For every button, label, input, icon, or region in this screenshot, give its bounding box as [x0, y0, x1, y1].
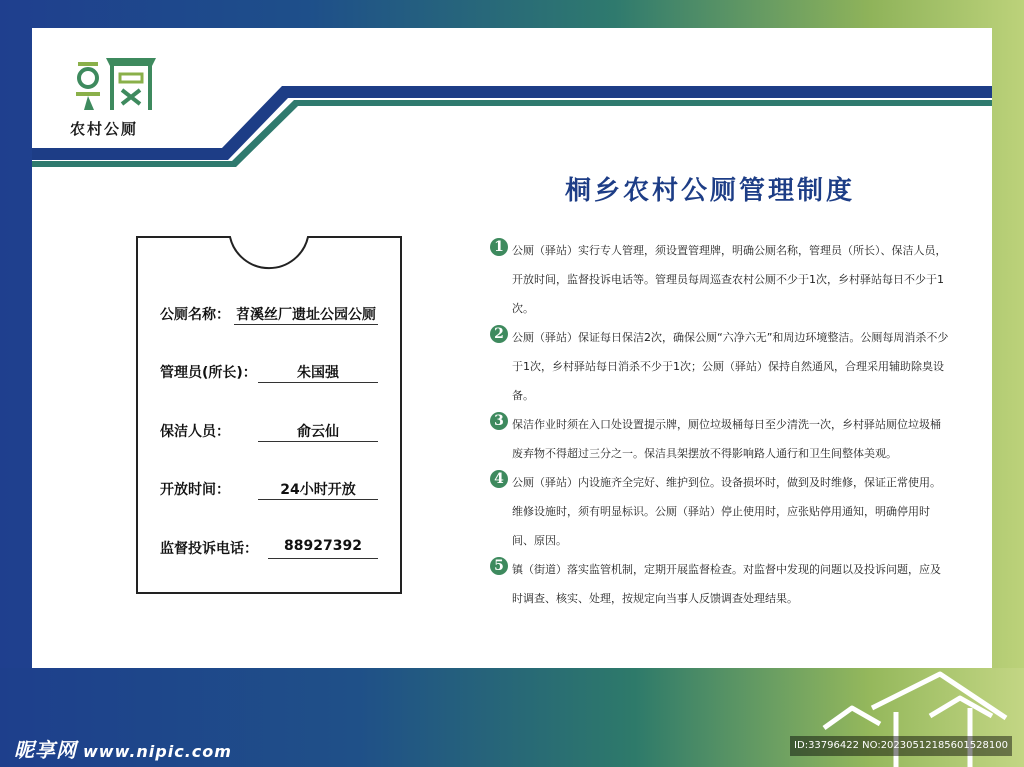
rule-item	[490, 555, 950, 613]
page-title: 桐乡农村公厕管理制度	[564, 176, 855, 206]
number-badge: 4	[490, 470, 508, 488]
rule-text: 保洁作业时须在入口处设置提示牌，厕位垃圾桶每日至少清洗一次，乡村驿站厕位垃圾桶废弃物不得超过三分之一。保洁具架摆放不得影响路人通行和卫生间整体美观。	[512, 418, 941, 460]
watermark-brand	[14, 734, 232, 763]
rule-text: 镇（街道）落实监管机制，定期开展监督检查。对监督中发现的问题以及投诉问题，应及时调查、核实、处理，按规定向当事人反馈调查处理结果。	[512, 563, 941, 605]
field-label: 公厕名称：	[160, 307, 230, 323]
field-label: 监督投诉电话：	[160, 541, 258, 557]
watermark-brand-name: 昵享网	[14, 738, 77, 762]
image-id-bar: ID:33796422 NO:20230512185601528100	[790, 736, 1012, 756]
watermark-url: www.nipic.com	[83, 742, 232, 761]
rule-item	[490, 236, 950, 323]
field-value: 88927392	[268, 538, 378, 559]
rule-text: 公厕（驿站）实行专人管理，须设置管理牌，明确公厕名称，管理员（所长）、保洁人员，开放时间，监督投诉电话等。管理员每周巡查农村公厕不少于1次，乡村驿站每日不少于1次。	[512, 244, 947, 315]
header-stripe	[32, 28, 992, 178]
rule-item	[490, 410, 950, 468]
number-badge: 5	[490, 557, 508, 575]
field-value: 俞云仙	[258, 421, 378, 442]
field-value: 朱国强	[258, 362, 378, 383]
rule-text: 公厕（驿站）内设施齐全完好、维护到位。设备损坏时，做到及时维修，保证正常使用。维修设施时，须有明显标识。公厕（驿站）停止使用时，应张贴停用通知，明确停用时间、原因。	[512, 476, 941, 547]
logo	[70, 52, 170, 142]
field-value: 24小时开放	[258, 479, 378, 500]
field-label: 保洁人员：	[160, 424, 230, 440]
number-badge: 3	[490, 412, 508, 430]
rule-item	[490, 468, 950, 555]
field-label: 开放时间：	[160, 482, 230, 498]
rule-text: 公厕（驿站）保证每日保洁2次，确保公厕“六净六无”和周边环境整洁。公厕每周消杀不少于1次，乡村驿站每日消杀不少于1次；公厕（驿站）保持自然通风，合理采用辅助除臭设备。	[512, 331, 949, 402]
rules-list	[490, 236, 950, 613]
rule-item	[490, 323, 950, 410]
field-label: 管理员(所长)：	[160, 365, 257, 381]
field-value: 苕溪丝厂遗址公园公厕	[234, 304, 378, 325]
number-badge: 2	[490, 325, 508, 343]
logo-text: 农村公厕	[70, 120, 139, 138]
toilet-logo-icon	[70, 52, 170, 114]
number-badge: 1	[490, 238, 508, 256]
